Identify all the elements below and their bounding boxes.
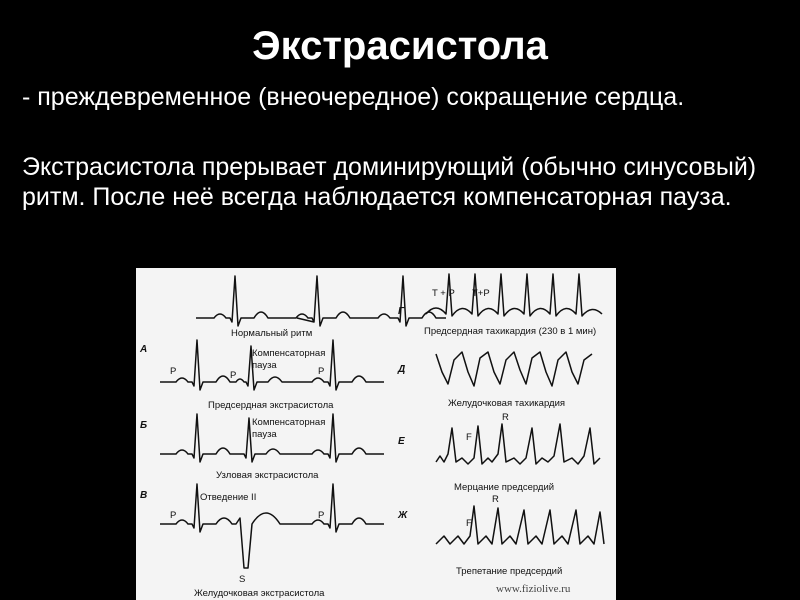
ecg-trace-ventricular xyxy=(160,484,384,568)
letter-e: Е xyxy=(398,436,405,447)
letter-v: В xyxy=(140,490,148,501)
ecg-trace-atrial-flutter xyxy=(436,506,604,544)
e-r-label: R xyxy=(502,412,509,423)
g-tp-label-1: T + P xyxy=(432,288,455,299)
v-s-label: S xyxy=(239,574,246,585)
description-text: Экстрасистола прерывает доминирующий (обычно синусовый) ритм. После неё всегда наблюдается компенсаторная пауза. xyxy=(22,153,757,211)
g-tp-label-2: T+P xyxy=(472,288,490,299)
ecg-diagram xyxy=(136,268,616,600)
ecg-figure xyxy=(136,268,616,600)
caption-nodal-extrasystole: Узловая экстрасистола xyxy=(216,470,319,481)
letter-a: А xyxy=(140,344,148,355)
caption-normal-rhythm: Нормальный ритм xyxy=(231,328,313,339)
ecg-trace-atrial-fibrillation xyxy=(436,424,600,464)
letter-b: Б xyxy=(140,420,148,431)
v-lead-label: Отведение II xyxy=(200,492,257,503)
b-pause-label-2: пауза xyxy=(252,429,277,440)
a-pause-label-2: пауза xyxy=(252,360,277,371)
v-p-label-2: P xyxy=(318,510,325,521)
definition-text: - преждевременное (внеочередное) сокращение сердца. xyxy=(22,83,685,111)
caption-atrial-fibrillation: Мерцание предсердий xyxy=(454,482,555,493)
ecg-trace-normal xyxy=(196,276,446,326)
zh-f-label: F xyxy=(466,518,472,529)
caption-ventricular-extrasystole: Желудочковая экстрасистола xyxy=(194,588,325,599)
a-pause-label: Компенсаторная xyxy=(252,348,326,359)
a-p-label-3: P xyxy=(318,366,325,377)
slide-title: Экстрасистола xyxy=(252,24,548,68)
b-pause-label: Компенсаторная xyxy=(252,417,326,428)
letter-zh: Ж xyxy=(398,510,408,521)
letter-g: Г xyxy=(398,306,405,317)
e-f-label: F xyxy=(466,432,472,443)
letter-d: Д xyxy=(398,364,406,375)
v-p-label-1: P xyxy=(170,510,177,521)
watermark: www.fiziolive.ru xyxy=(496,583,571,595)
caption-atrial-tachycardia: Предсердная тахикардия (230 в 1 мин) xyxy=(424,326,597,337)
a-p-label-1: P xyxy=(170,366,177,377)
ecg-trace-ventricular-tachycardia xyxy=(436,352,592,386)
caption-atrial-extrasystole: Предсердная экстрасистола xyxy=(208,400,334,411)
caption-atrial-flutter: Трепетание предсердий xyxy=(456,566,563,577)
caption-ventricular-tachycardia: Желудочковая тахикардия xyxy=(448,398,566,409)
a-p-label-2: P xyxy=(230,370,237,381)
zh-r-label: R xyxy=(492,494,499,505)
